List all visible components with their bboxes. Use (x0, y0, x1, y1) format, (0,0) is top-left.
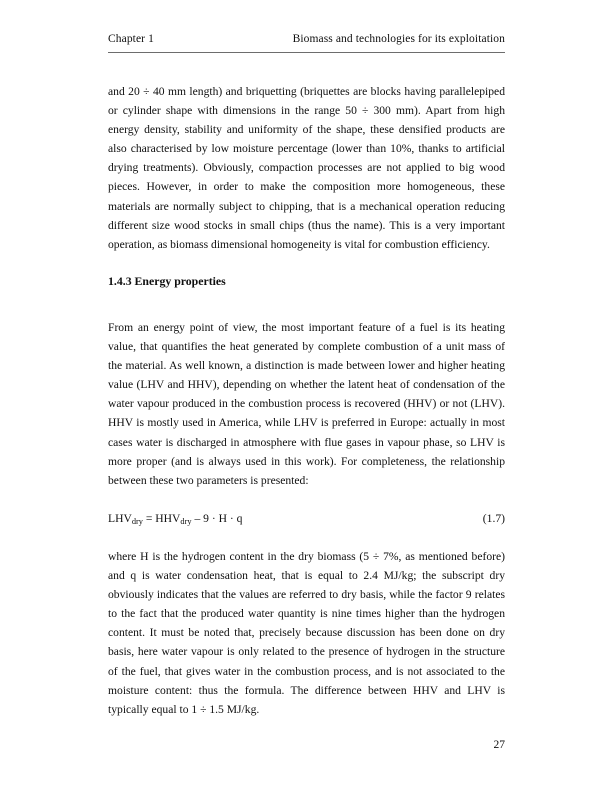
equation-rhs-subscript: dry (180, 517, 192, 527)
equation-rhs-remainder: – 9 · H · q (191, 512, 243, 525)
header-chapter-label: Chapter 1 (108, 33, 154, 45)
page-number-text: 27 (493, 739, 505, 751)
display-equation-1-7 (108, 509, 505, 529)
section-heading-text: 1.4.3 Energy properties (108, 274, 226, 288)
equation-lhs-subscript: dry (131, 517, 143, 527)
equation-equals-sign: = (142, 512, 156, 525)
section-heading-energy-properties (108, 272, 505, 291)
paragraph-hydrogen-content-text: where H is the hydrogen content in the dry biomass (5 ÷ 7%, as mentioned before) and q is water condensation heat, that is equal to 2.4 MJ/kg; the subscript dry obviously indicates that the values are referred to dry basis, while the factor 9 relates to the fact that the produced water quantity is nine times higher than the hydrogen content. It must be noted that, precisely because discussion has been done on dry basis, here water vapour is only related to the presence of hydrogen in the structure of the fuel, that gives water in the combustion process, and is not associated to the moisture content: thus the formula. The difference between HHV and LHV is typically equal to 1 ÷ 1.5 MJ/kg. (108, 550, 505, 716)
paragraph-densification-text: and 20 ÷ 40 mm length) and briquetting (briquettes are blocks having parallelepiped or cylinder shape with dimensions in the range 50 ÷ 300 mm). Apart from high energy density, stability and uniformity of the shape, these densified products are also characterised by low moisture percentage (lower than 10%, thanks to artificial drying treatments). Obviously, compaction processes are not applied to big wood pieces. However, in order to make the composition more homogeneous, these materials are normally subject to chipping, that is a mechanical operation reducing different size wood stocks in small chips (thus the name). This is a very important operation, as biomass dimensional homogeneity is vital for combustion efficiency. (108, 85, 505, 251)
header-title-label: Biomass and technologies for its exploitation (292, 33, 505, 45)
paragraph-densification (108, 82, 505, 254)
header-divider-rule (108, 52, 505, 53)
equation-lhs-symbol: LHV (108, 512, 132, 525)
equation-number-label: (1.7) (482, 512, 505, 525)
paragraph-heating-value (108, 318, 505, 490)
equation-expression (108, 509, 242, 529)
equation-rhs-symbol: HHV (155, 512, 181, 525)
running-header (108, 33, 505, 45)
paragraph-heating-value-text: From an energy point of view, the most important feature of a fuel is its heating value, that quantifies the heat generated by complete combustion of a unit mass of the material. As well known, a distinction is made between lower and higher heating value (LHV and HHV), depending on whether the latent heat of condensation of the water vapour produced in the combustion process is recovered (HHV) or not (LHV). HHV is mostly used in America, while LHV is preferred in Europe: actually in most cases water is discharged in atmosphere with flue gases in vapour phase, so LHV is more proper (and is always used in this work). For completeness, the relationship between these two parameters is presented: (108, 321, 505, 487)
page-number-folio (108, 739, 505, 751)
paragraph-hydrogen-content (108, 547, 505, 719)
